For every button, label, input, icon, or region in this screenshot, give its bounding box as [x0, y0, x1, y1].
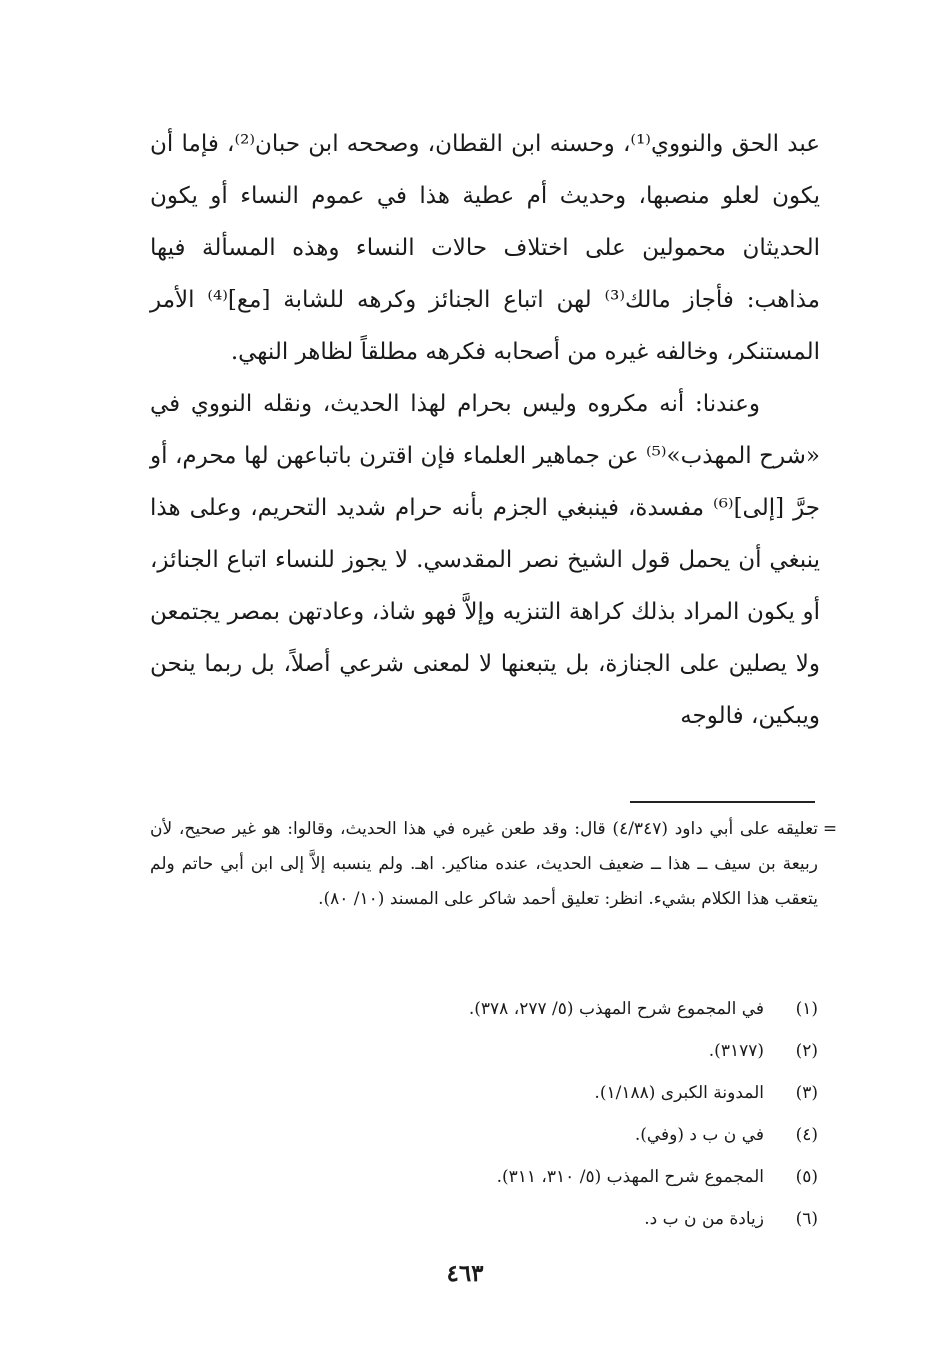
footnote-continuation: تعليقه على أبي داود (٤/٣٤٧) قال: وقد طعن غيره في هذا الحديث، وقالوا: هو غير صحيح، لأن ربيعة بن سيف ــ هذا ــ ضعيف الحديث، عنده مناكير. اهـ. ولم ينسبه إلاَّ إلى ابن أبي حاتم ولم يتعقب هذا الكلام بشيء. انظر: تعليق أحمد شاكر على المسند (١٠/ ٨٠). — [150, 819, 818, 909]
footnote-text: في ن ب د (وفي). — [634, 1125, 764, 1145]
footnote-text: المجموع شرح المهذب (٥/ ٣١٠، ٣١١). — [496, 1167, 764, 1187]
footnote-text: زيادة من ن ب د. — [644, 1209, 764, 1229]
footnote-item — [150, 988, 818, 1030]
footnote-item — [150, 1072, 818, 1114]
footnote-text: المدونة الكبرى (١/١٨٨). — [594, 1083, 764, 1103]
footnote-item — [150, 1156, 818, 1198]
main-text — [150, 118, 820, 742]
footnote-item — [150, 1198, 818, 1240]
paragraph-2: وعندنا: أنه مكروه وليس بحرام لهذا الحديث، ونقله النووي في «شرح المهذب»⁽⁵⁾ عن جماهير العلماء فإن اقترن باتباعهن لها محرم، أو جرَّ [إلى]⁽⁶⁾ مفسدة، فينبغي الجزم بأنه حرام شديد التحريم، وعلى هذا ينبغي أن يحمل قول الشيخ نصر المقدسي. لا يجوز للنساء اتباع الجنائز، أو يكون المراد بذلك كراهة التنزيه وإلاَّ فهو شاذ، وعادتهن بمصر يجتمعن ولا يصلين على الجنازة، بل يتبعنها لا لمعنى شرعي أصلاً، بل ربما ينحن ويبكين، فالوجه — [150, 391, 821, 729]
footnote-number: (١) — [795, 999, 818, 1019]
footnote-number: (٦) — [795, 1209, 818, 1229]
footnote-number: (٥) — [795, 1167, 818, 1187]
footnote-separator — [630, 801, 815, 803]
paragraph-1: عبد الحق والنووي⁽¹⁾، وحسنه ابن القطان، وصححه ابن حبان⁽²⁾، فإما أن يكون لعلو منصبها، وحديث أم عطية هذا في عموم النساء أو يكون الحديثان محمولين على اختلاف حالات النساء وهذه المسألة فيها مذاهب: فأجاز مالك⁽³⁾ لهن اتباع الجنائز وكرهه للشابة [مع]⁽⁴⁾ الأمر المستنكر، وخالفه غيره من أصحابه فكرهه مطلقاً لظاهر النهي. — [150, 131, 821, 365]
footnote-number: (٤) — [795, 1125, 818, 1145]
footnote-number: (٢) — [795, 1041, 818, 1061]
footnote-item — [150, 1114, 818, 1156]
footnote-text: (٣١٧٧). — [708, 1041, 764, 1061]
footnote-item — [150, 1030, 818, 1072]
footnote-list — [150, 988, 818, 1240]
footnote-number: (٣) — [795, 1083, 818, 1103]
footnote-continuation-mark: = — [822, 819, 838, 839]
page-number: ٤٦٣ — [446, 1260, 484, 1287]
footnote-text: في المجموع شرح المهذب (٥/ ٢٧٧، ٣٧٨). — [468, 999, 764, 1019]
